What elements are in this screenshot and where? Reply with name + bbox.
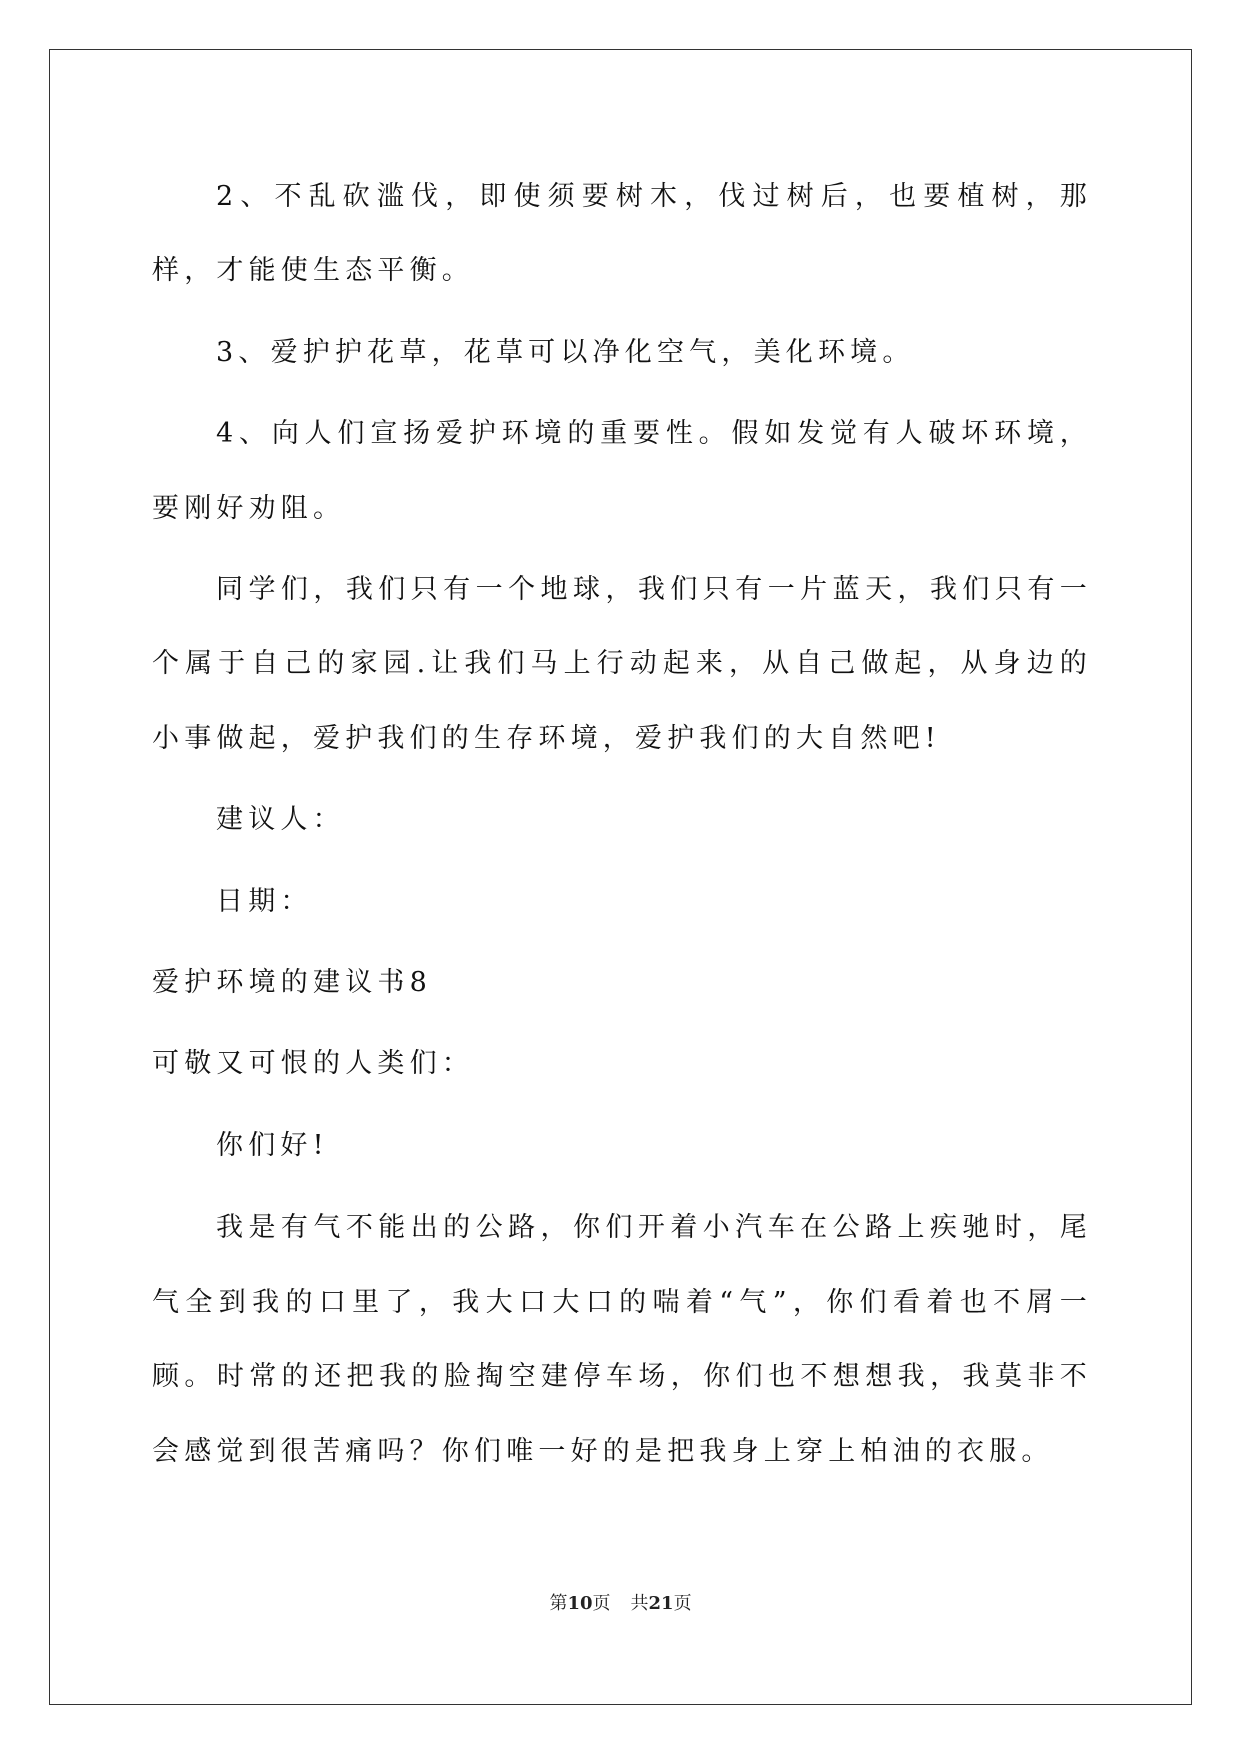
paragraph-item-4: 4、向人们宣扬爱护环境的重要性。假如发觉有人破坏环境，要刚好劝阻。: [152, 418, 1092, 524]
document-body: [152, 160, 1092, 1489]
footer-page-label: 页: [592, 1593, 611, 1614]
current-page-number: 10: [567, 1593, 593, 1614]
proposer-label: 建议人：: [216, 804, 345, 836]
footer-prefix: 第: [549, 1593, 568, 1614]
paragraph-item-3: 3、爱护护花草，花草可以净化空气，美化环境。: [216, 336, 915, 368]
section-heading: 爱护环境的建议书8: [152, 967, 432, 999]
footer-total-label: 页: [673, 1593, 692, 1614]
date-label: 日期：: [216, 885, 313, 917]
paragraph-classmates: 同学们，我们只有一个地球，我们只有一片蓝天，我们只有一个属于自己的家园.让我们马上行动起来，从自己做起，从身边的小事做起，爱护我们的生存环境，爱护我们的大自然吧!: [152, 574, 1092, 754]
paragraph-road: 我是有气不能出的公路，你们开着小汽车在公路上疾驰时，尾气全到我的口里了，我大口大口的喘着“气”，你们看着也不屑一顾。时常的还把我的脸掏空建停车场，你们也不想想我，我莫非不会感觉到很苦痛吗？你们唯一好的是把我身上穿上柏油的衣服。: [152, 1212, 1092, 1467]
salutation: 可敬又可恨的人类们：: [152, 1048, 474, 1080]
footer-total-prefix: 共: [630, 1593, 649, 1614]
page-footer: [0, 1592, 1241, 1616]
total-page-count: 21: [648, 1593, 674, 1614]
greeting: 你们好!: [216, 1129, 329, 1161]
paragraph-item-2: 2、不乱砍滥伐，即使须要树木，伐过树后，也要植树，那样，才能使生态平衡。: [152, 181, 1092, 287]
